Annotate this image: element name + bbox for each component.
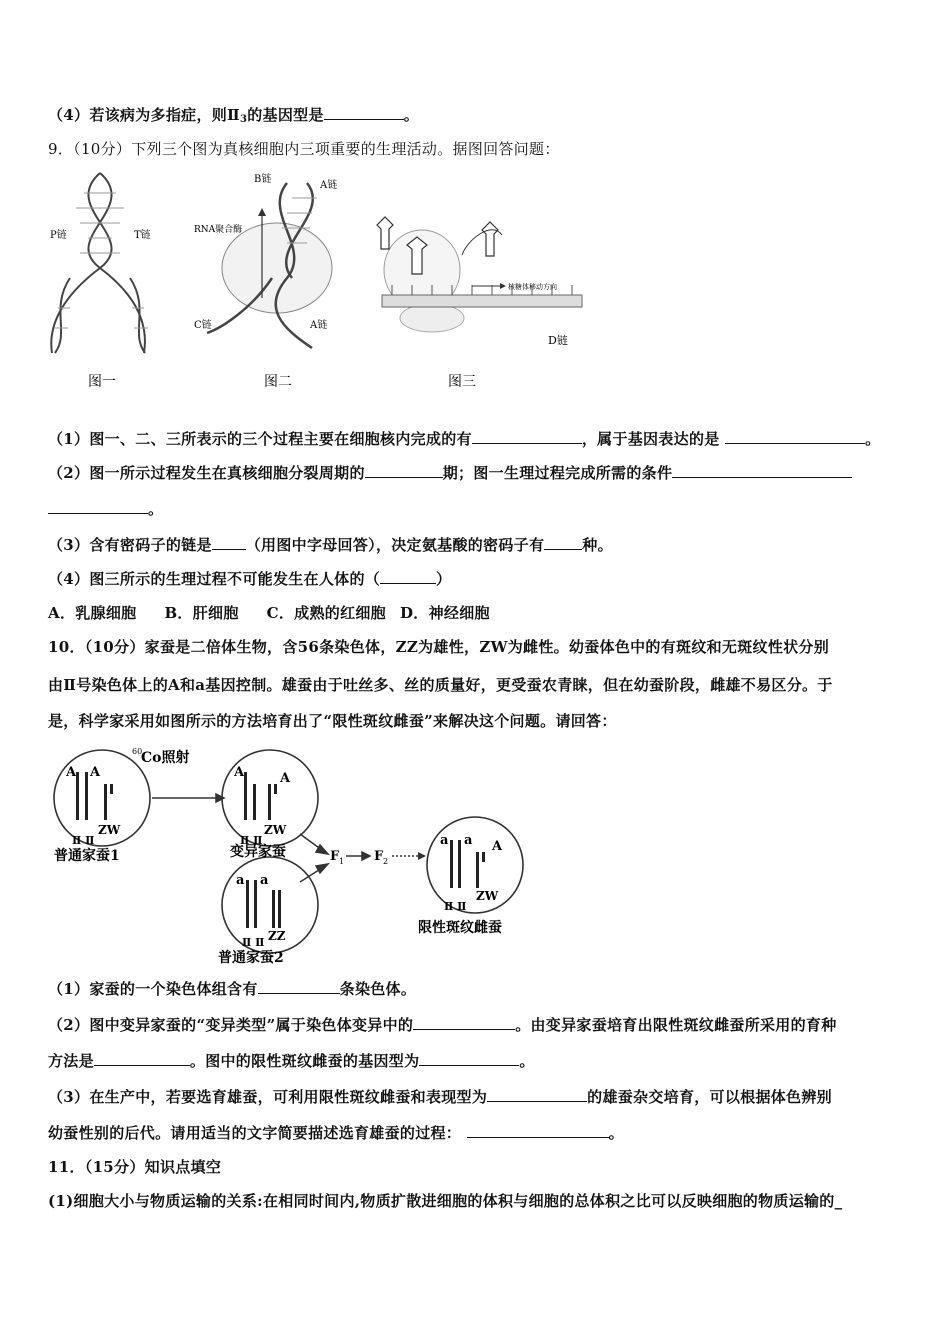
q10-3-line-cont <box>48 1122 624 1143</box>
q9-2-text-a: （2）图一所示过程发生在真核细胞分裂周期的 <box>48 464 365 482</box>
sex-zz: ZZ <box>268 929 286 943</box>
chrom-ii-4: Ⅱ Ⅱ <box>444 900 467 913</box>
label-f2-sub: 2 <box>383 857 389 866</box>
fig2-label-rna: RNA聚合酶 <box>194 225 243 235</box>
q9-1-blank-2[interactable] <box>725 429 865 444</box>
q10-2-blank-2[interactable] <box>94 1051 190 1066</box>
fig1-label-t: T链 <box>134 230 151 241</box>
q10-2-text-d: 。图中的限性斑纹雌蚕的基因型为 <box>189 1052 420 1070</box>
q10-paragraph-3: 是，科学家采用如图所示的方法培育出了“限性斑纹雌蚕”来解决这个问题。请回答： <box>48 712 617 730</box>
q10-1-line <box>48 978 416 999</box>
gene-a-lower-3: a <box>440 833 449 848</box>
fig1-caption: 图一 <box>88 374 116 390</box>
q9-1-text-c: 。 <box>865 430 881 448</box>
fig2-label-a-top: A链 <box>320 180 338 191</box>
q10-2-text-e: 。 <box>519 1052 535 1070</box>
gene-a-lower-4: a <box>464 833 473 848</box>
q8-4-subscript: 3 <box>239 114 248 125</box>
gene-a-lower-2: a <box>260 873 269 888</box>
label-normal-1: 普通家蚕1 <box>54 848 120 864</box>
label-normal-2: 普通家蚕2 <box>218 950 284 965</box>
q10-2-blank-1[interactable] <box>413 1015 515 1030</box>
gene-a-5: A <box>492 839 503 854</box>
mrna-strand <box>382 295 582 307</box>
q10-3-blank-2[interactable] <box>467 1123 609 1138</box>
q11-1-blank[interactable]: _ <box>834 1192 843 1210</box>
label-mutant: 变异家蚕 <box>230 844 286 860</box>
q8-4-line <box>48 104 419 125</box>
q9-4-text-a: （4）图三所示的生理过程不可能发生在人体的（ <box>48 570 381 588</box>
q9-2-blank-2[interactable] <box>672 463 852 478</box>
figure-3-translation <box>352 200 592 398</box>
sex-zw-2: ZW <box>264 823 287 837</box>
q9-header: 9．（10分）下列三个图为真核细胞内三项重要的生理活动。据图回答问题： <box>48 140 560 158</box>
gene-a-2: A <box>90 765 101 780</box>
q11-1-line <box>48 1190 842 1211</box>
q10-2-text-b: 。由变异家蚕培育出限性斑纹雌蚕所采用的育种 <box>515 1016 837 1034</box>
q9-3-line <box>48 534 613 555</box>
gene-a-4: A <box>280 771 291 786</box>
q10-1-blank[interactable] <box>258 979 340 994</box>
chrom-ii-2: Ⅱ Ⅱ <box>240 834 263 847</box>
q10-3-line <box>48 1086 832 1107</box>
q9-option-d[interactable]: D．神经细胞 <box>399 604 490 622</box>
cell-limited <box>427 817 523 913</box>
q9-2-text-b: 期；图一生理过程完成所需的条件 <box>442 464 673 482</box>
q10-3-text-d: 。 <box>608 1124 624 1142</box>
q10-3-text-b: 的雄蚕杂交培育，可以根据体色辨别 <box>587 1088 832 1106</box>
chrom-ii-3: Ⅱ Ⅱ <box>242 936 265 949</box>
q8-4-blank[interactable] <box>324 105 404 120</box>
radiation-label: Co照射 <box>141 750 190 766</box>
q9-2-line <box>48 462 852 483</box>
fig3-caption: 图三 <box>448 374 476 390</box>
q8-4-text-pre: （4）若该病为多指症，则Ⅱ <box>48 106 240 124</box>
q10-3-text-a: （3）在生产中，若要选育雄蚕，可利用限性斑纹雌蚕和表现型为 <box>48 1088 488 1106</box>
q11-1-text: (1)细胞大小与物质运输的关系:在相同时间内,物质扩散进细胞的体积与细胞的总体积之比可以反映细胞的物质运输的 <box>48 1192 835 1210</box>
q9-2-text-c: 。 <box>148 500 164 518</box>
figure-silkworm-breeding <box>40 740 540 965</box>
q9-3-text-b: （用图中字母回答），决定氨基酸的密码子有 <box>245 536 545 554</box>
dna-helix-left <box>51 173 145 353</box>
q9-1-text-b: ，属于基因表达的是 <box>581 430 720 448</box>
fig2-label-c: C链 <box>194 320 212 331</box>
q9-3-text-c: 种。 <box>582 536 613 554</box>
q10-1-text-a: （1）家蚕的一个染色体组含有 <box>48 980 258 998</box>
q10-1-text-b: 条染色体。 <box>339 980 417 998</box>
q10-2-line-cont <box>48 1050 535 1071</box>
fig2-caption: 图二 <box>264 374 292 390</box>
radiation-superscript: 60 <box>132 747 143 756</box>
q10-paragraph-1: 10．（10分）家蚕是二倍体生物，含56条染色体，ZZ为雄性，ZW为雌性。幼蚕体色中的有斑纹和无斑纹性状分别 <box>48 638 830 656</box>
q10-2-line <box>48 1014 837 1035</box>
q9-4-line <box>48 568 451 589</box>
q10-2-text-a: （2）图中变异家蚕的“变异类型”属于染色体变异中的 <box>48 1016 414 1034</box>
fig3-label-d: D链 <box>548 334 568 347</box>
q9-option-c[interactable]: C．成熟的红细胞 <box>266 604 386 622</box>
q9-4-options <box>48 602 490 623</box>
q9-option-b[interactable]: B．肝细胞 <box>164 604 239 622</box>
fig1-label-p: P链 <box>50 230 67 241</box>
chrom-ii-1: Ⅱ Ⅱ <box>72 834 95 847</box>
q9-option-a[interactable]: A．乳腺细胞 <box>48 604 137 622</box>
gene-a-1: A <box>66 765 77 780</box>
label-limited: 限性斑纹雌蚕 <box>418 920 502 936</box>
label-f2: F <box>374 849 384 864</box>
q10-2-blank-3[interactable] <box>419 1051 519 1066</box>
gene-a-3: A <box>234 765 245 780</box>
q9-3-text-a: （3）含有密码子的链是 <box>48 536 212 554</box>
gene-a-lower-1: a <box>236 873 245 888</box>
label-f1: F <box>330 849 340 864</box>
q9-1-line <box>48 428 880 449</box>
q8-4-end: 。 <box>403 106 420 124</box>
fig2-label-b: B链 <box>254 174 272 185</box>
q9-2-blank-3[interactable] <box>48 499 148 514</box>
figure-2-transcription <box>192 168 352 398</box>
q8-4-text-post: 的基因型是 <box>247 106 324 124</box>
q11-header: 11．（15分）知识点填空 <box>48 1158 222 1176</box>
q9-2-line-cont <box>48 498 163 519</box>
q9-1-text-a: （1）图一、二、三所表示的三个过程主要在细胞核内完成的有 <box>48 430 472 448</box>
figure-1-dna-replication <box>40 168 180 398</box>
q9-1-blank-1[interactable] <box>472 429 582 444</box>
q9-4-blank[interactable] <box>380 569 436 584</box>
q9-3-blank-2[interactable] <box>544 535 582 550</box>
fig2-label-a-bottom: A链 <box>310 320 328 331</box>
sex-zw-1: ZW <box>98 823 121 837</box>
q10-3-blank-1[interactable] <box>487 1087 587 1102</box>
fig3-label-direction: 核糖体移动方向 <box>508 283 557 291</box>
q10-2-text-c: 方法是 <box>48 1052 94 1070</box>
q10-3-text-c: 幼蚕性别的后代。请用适当的文字简要描述选育雄蚕的过程： <box>48 1124 462 1142</box>
q9-4-text-b: ） <box>436 570 452 588</box>
q10-paragraph-2: 由Ⅱ号染色体上的A和a基因控制。雄蚕由于吐丝多、丝的质量好，更受蚕农青睐，但在幼蚕阶段，雌雄不易区分。于 <box>48 676 833 694</box>
q9-3-blank-1[interactable] <box>212 535 246 550</box>
q9-2-blank-1[interactable] <box>365 463 443 478</box>
label-f1-sub: 1 <box>339 857 345 866</box>
sex-zw-3: ZW <box>476 889 499 903</box>
